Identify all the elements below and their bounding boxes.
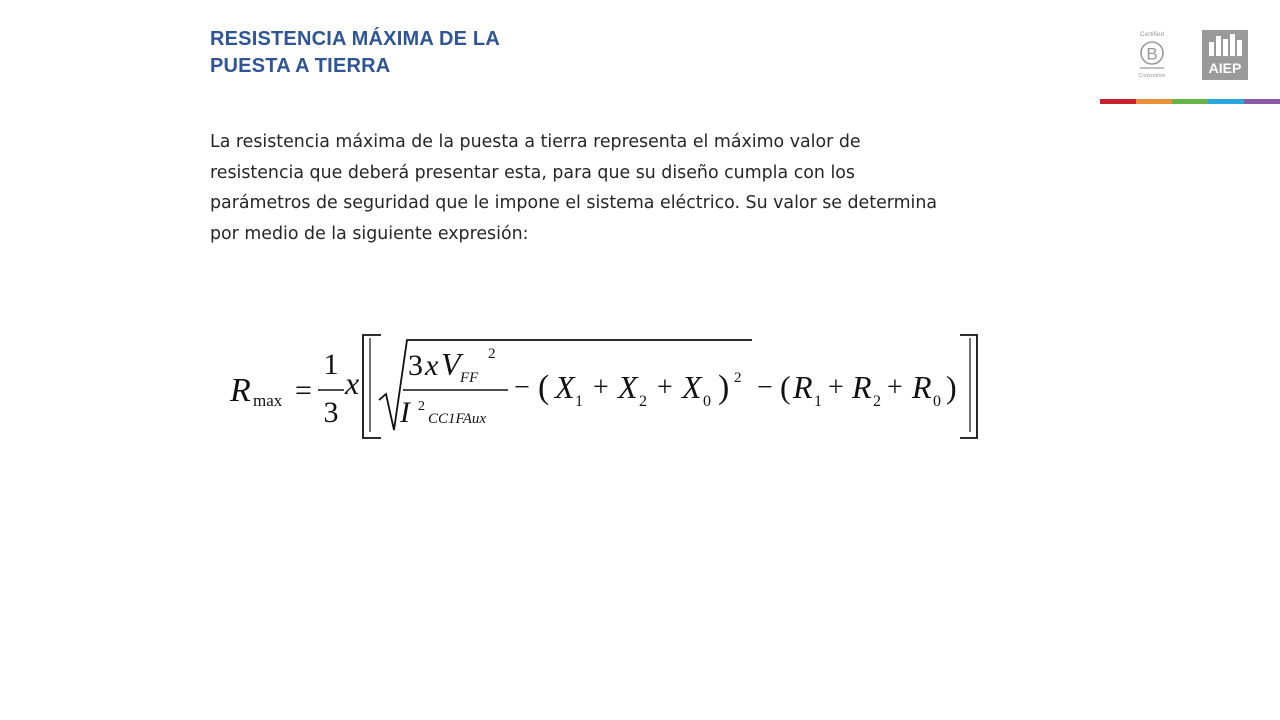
numerator-ff-subscript: FF — [460, 370, 479, 386]
logos — [1130, 28, 1250, 84]
term-R0: R — [912, 369, 932, 405]
title-line-1: RESISTENCIA MÁXIMA DE LA — [210, 28, 500, 50]
denominator-subscript: CC1FAux — [428, 411, 487, 427]
bcorp-top-text: Certified — [1139, 31, 1165, 38]
title-line-2: PUESTA A TIERRA — [210, 55, 391, 77]
left-bracket — [363, 335, 381, 438]
aiep-text: AIEP — [1208, 60, 1242, 76]
denominator-exponent: 2 — [418, 399, 425, 414]
sub-0: 0 — [933, 393, 941, 410]
formula-R: R — [230, 372, 251, 409]
sub-2: 2 — [639, 393, 647, 410]
aiep-logo — [1202, 30, 1248, 80]
denominator-I: I — [400, 396, 410, 429]
numerator-exponent: 2 — [488, 346, 496, 362]
rmax-formula — [220, 320, 1000, 460]
bcorp-letter: B — [1146, 44, 1158, 64]
brand-color-bar — [1100, 99, 1280, 104]
fraction-denominator: 3 — [323, 396, 339, 429]
term-R1: R — [793, 369, 813, 405]
plus-sign-1: + — [593, 372, 609, 403]
formula-max-subscript: max — [253, 391, 283, 410]
plus-sign-4: + — [887, 372, 903, 403]
plus-sign-2: + — [657, 372, 673, 403]
open-paren-1: ( — [538, 369, 550, 406]
right-bracket — [960, 335, 977, 438]
sub-1: 1 — [814, 393, 822, 410]
minus-sign-2: − — [757, 372, 773, 403]
color-bar-segment-1 — [1100, 99, 1136, 104]
square-exponent: 2 — [734, 370, 742, 386]
paragraph-line: parámetros de seguridad que le impone el sistema eléctrico. Su valor se determina — [210, 193, 938, 213]
numerator-coef: 3 — [408, 349, 423, 382]
plus-sign-3: + — [828, 372, 844, 403]
color-bar-segment-2 — [1136, 99, 1172, 104]
open-paren-2: ( — [780, 369, 791, 405]
paragraph-line: La resistencia máxima de la puesta a tierra representa el máximo valor de — [210, 132, 861, 152]
numerator-x: x — [425, 349, 439, 382]
minus-sign-1: − — [514, 372, 530, 403]
numerator-V: V — [441, 346, 461, 382]
formula-equals: = — [295, 374, 312, 407]
term-X2: X — [618, 369, 638, 405]
sub-2: 2 — [873, 393, 881, 410]
page-title — [210, 26, 500, 80]
close-paren-2: ) — [946, 369, 957, 405]
term-X1: X — [555, 369, 575, 405]
formula-times-x: x — [345, 365, 360, 401]
term-X0: X — [682, 369, 702, 405]
color-bar-segment-3 — [1172, 99, 1208, 104]
color-bar-segment-4 — [1208, 99, 1244, 104]
sub-1: 1 — [575, 393, 583, 410]
paragraph-line: resistencia que deberá presentar esta, para que su diseño cumpla con los — [210, 162, 855, 183]
color-bar-segment-5 — [1244, 99, 1280, 104]
term-R2: R — [852, 369, 872, 405]
b-corp-logo — [1130, 28, 1174, 84]
paragraph-line: por medio de la siguiente expresión: — [210, 223, 529, 244]
sub-0: 0 — [703, 393, 711, 410]
close-paren-1: ) — [718, 369, 730, 406]
fraction-numerator: 1 — [323, 348, 339, 381]
bcorp-bottom-text: Corporation — [1138, 73, 1166, 79]
intro-paragraph — [210, 127, 1050, 249]
